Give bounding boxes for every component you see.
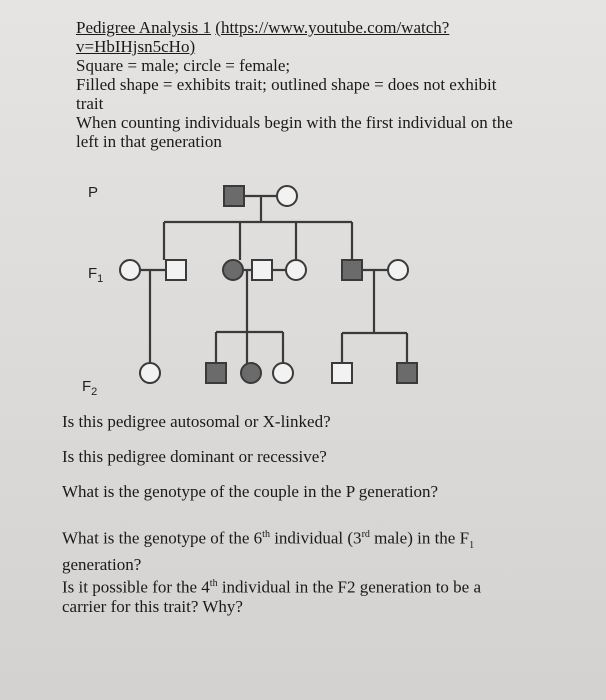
f1-individual-3: [223, 260, 243, 280]
legend-sex: Square = male; circle = female;: [76, 56, 291, 75]
question-4: What is the genotype of the 6th individual (3rd male) in the $F_1$: [62, 528, 475, 552]
legend-fill-continued: trait: [76, 94, 104, 113]
question-1: Is this pedigree autosomal or X-linked?: [62, 412, 331, 431]
video-link[interactable]: (https://www.youtube.com/watch?: [215, 18, 450, 37]
f2-individual-5: [332, 363, 352, 383]
legend-fill: Filled shape = exhibits trait; outlined shape = does not exhibit: [76, 75, 497, 94]
f1-individual-6: [342, 260, 362, 280]
question-5-continued: carrier for this trait? Why?: [62, 596, 243, 616]
p-individual-1: [224, 186, 244, 206]
f1-individual-4: [252, 260, 272, 280]
counting-instruction-continued: left in that generation: [76, 132, 222, 151]
f2-individual-6: [397, 363, 417, 383]
generation-label-f2: $F_2$: [82, 378, 98, 398]
f1-individual-1: [120, 260, 140, 280]
worksheet-title: Pedigree Analysis 1: [76, 18, 212, 37]
p-individual-2: [277, 186, 297, 206]
question-3: What is the genotype of the couple in the P generation?: [62, 482, 439, 501]
f2-individual-3: [241, 363, 261, 383]
video-link-continued[interactable]: v=HbIHjsn5cHo): [76, 37, 196, 56]
f1-individual-2: [166, 260, 186, 280]
f2-individual-4: [273, 363, 293, 383]
counting-instruction: When counting individuals begin with the first individual on the: [76, 113, 513, 132]
f1-individual-5: [286, 260, 306, 280]
question-2: Is this pedigree dominant or recessive?: [62, 447, 327, 466]
f1-individual-7: [388, 260, 408, 280]
f2-individual-1: [140, 363, 160, 383]
questions-section: [62, 412, 582, 616]
question-5: Is it possible for the 4th individual in the F2 generation to be a: [62, 577, 482, 597]
generation-label-p: P: [88, 184, 99, 201]
f2-individual-2: [206, 363, 226, 383]
question-4-continued: generation?: [62, 555, 142, 575]
generation-label-f1: $F_1$: [88, 265, 104, 285]
